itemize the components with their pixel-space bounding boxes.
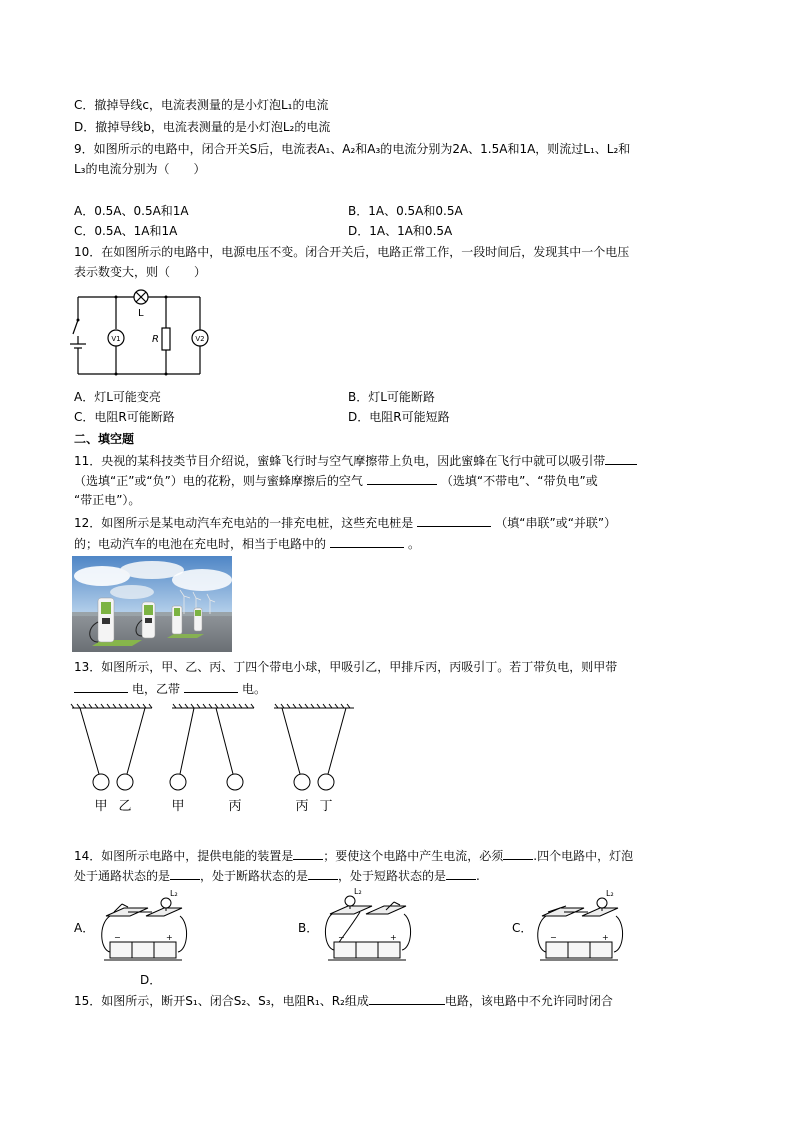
q10-resistor-label: R xyxy=(152,334,159,345)
q9-option-a: A．0.5A、0.5A和1A xyxy=(74,204,189,218)
q14-blank-3[interactable] xyxy=(170,867,200,880)
q10-stem-line1: 10．在如图所示的电路中，电源电压不变。闭合开关后，电路正常工作，一段时间后，发现其中一个电压 xyxy=(74,245,630,259)
section-title-fill-in: 二、填空题 xyxy=(74,432,135,446)
q8-option-c: C．撤掉导线c，电流表测量的是小灯泡L₁的电流 xyxy=(74,98,329,112)
q14-circuit-c xyxy=(532,890,628,966)
ball-label-yi: 乙 xyxy=(118,799,132,814)
ball-label-bing-2: 丙 xyxy=(295,799,309,814)
q9-option-d: D．1A、1A和0.5A xyxy=(348,224,453,238)
q15-blank-1[interactable] xyxy=(369,992,445,1005)
q10-lamp-label: L xyxy=(138,308,144,319)
q13-stem-line1: 13．如图所示，甲、乙、丙、丁四个带电小球，甲吸引乙，甲排斥丙，丙吸引丁。若丁带负电，则甲带 xyxy=(74,660,618,674)
ball-label-jia-1: 甲 xyxy=(94,799,108,814)
q10-option-d: D．电阻R可能短路 xyxy=(348,410,450,424)
q14-circuit-a xyxy=(96,890,192,966)
q12-blank-1[interactable] xyxy=(417,514,491,527)
q11-stem-line2: （选填“正”或“负”）电的花粉，则与蜜蜂摩擦后的空气 （选填“不带电”、“带负电”或 xyxy=(74,474,598,488)
charging-station-photo xyxy=(72,556,232,652)
q10-circuit-diagram xyxy=(66,288,216,382)
q8-option-d: D．撤掉导线b，电流表测量的是小灯泡L₂的电流 xyxy=(74,120,331,134)
q14-c-lamp-label: L₂ xyxy=(606,890,614,898)
q9-option-b: B．1A、0.5A和0.5A xyxy=(348,204,463,218)
ball-label-jia-2: 甲 xyxy=(171,799,185,814)
q14-c-minus: − xyxy=(550,933,557,942)
q10-option-a: A．灯L可能变亮 xyxy=(74,390,161,404)
q14-option-c-label: C． xyxy=(512,921,533,935)
q13-stem-line2: 电，乙带 电。 xyxy=(74,680,266,697)
q14-a-minus: − xyxy=(114,933,121,942)
q14-blank-5[interactable] xyxy=(446,867,476,880)
ball-label-ding: 丁 xyxy=(319,799,333,814)
q10-option-b: B．灯L可能断路 xyxy=(348,390,435,404)
q12-stem-line1: 12．如图所示是某电动汽车充电站的一排充电桩，这些充电桩是 （填“串联”或“并联”） xyxy=(74,516,617,530)
q12-stem-line2: 的；电动汽车的电池在充电时，相当于电路中的 。 xyxy=(74,537,421,551)
q10-v1-label: V1 xyxy=(111,335,121,343)
q10-option-c: C．电阻R可能断路 xyxy=(74,410,175,424)
q13-blank-2[interactable] xyxy=(184,680,238,693)
q13-blank-1[interactable] xyxy=(74,680,128,693)
q10-stem-line2: 表示数变大，则（ ） xyxy=(74,265,207,279)
q14-stem-line1: 14．如图所示电路中，提供电能的装置是 ；要使这个电路中产生电流，必须 .四个电路中，灯泡 xyxy=(74,849,634,863)
q14-option-a-label: A． xyxy=(74,921,95,935)
q14-c-plus: + xyxy=(602,933,609,942)
q14-a-lamp-label: L₂ xyxy=(170,890,178,898)
q14-a-plus: + xyxy=(166,933,173,942)
q14-b-lamp-label: L₂ xyxy=(354,888,362,896)
ball-label-bing-1: 丙 xyxy=(228,799,242,814)
q11-blank-2[interactable] xyxy=(367,472,437,485)
q14-blank-2[interactable] xyxy=(503,847,533,860)
q14-circuit-b xyxy=(320,888,416,966)
q13-charged-balls-diagram xyxy=(70,700,360,818)
q14-blank-1[interactable] xyxy=(293,847,323,860)
q14-option-b-label: B． xyxy=(298,921,319,935)
q14-b-minus: − xyxy=(338,933,345,942)
q9-option-c: C．0.5A、1A和1A xyxy=(74,224,178,238)
q14-blank-4[interactable] xyxy=(308,867,338,880)
q12-blank-2[interactable] xyxy=(330,535,404,548)
q14-stem-line2: 处于通路状态的是 ，处于断路状态的是 ，处于短路状态的是 . xyxy=(74,869,480,883)
q9-stem-line1: 9．如图所示的电路中，闭合开关S后，电流表A₁、A₂和A₃的电流分别为2A、1.5A和1A，则流过L₁、L₂和 xyxy=(74,142,631,156)
q11-blank-1[interactable] xyxy=(605,452,637,465)
q11-stem-line3: “带正电”）。 xyxy=(74,493,141,507)
q11-stem-line1: 11．央视的某科技类节目介绍说，蜜蜂飞行时与空气摩擦带上负电，因此蜜蜂在飞行中就可以吸引带 xyxy=(74,452,637,469)
q10-v2-label: V2 xyxy=(195,335,205,343)
q15-stem-line1: 15．如图所示，断开S₁、闭合S₂、S₃，电阻R₁、R₂组成 电路，该电路中不允许同时闭合 xyxy=(74,994,613,1008)
q14-b-plus: + xyxy=(390,933,397,942)
q14-option-d-label: D． xyxy=(140,973,162,987)
q9-stem-line2: L₃的电流分别为（ ） xyxy=(74,162,206,176)
